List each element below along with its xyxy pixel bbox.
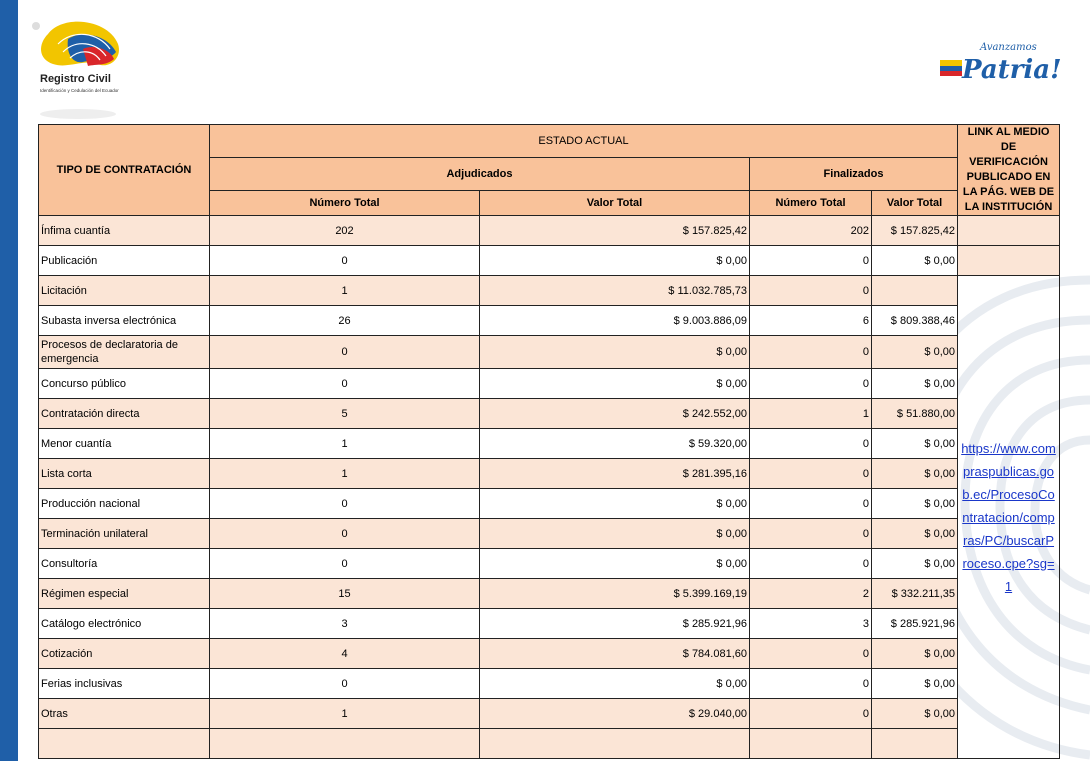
cell-fin-num: 0 [750,639,872,669]
patria-logo [938,36,1062,92]
link-cell [958,276,1060,759]
cell-adj-val: $ 242.552,00 [480,399,750,429]
cell-tipo: Régimen especial [39,579,210,609]
cell-adj-val: $ 285.921,96 [480,609,750,639]
logo-title: Registro Civil [40,73,111,85]
cell-tipo: Subasta inversa electrónica [39,306,210,336]
table-row [39,609,1060,639]
cell-adj-val: $ 0,00 [480,489,750,519]
cell-fin-val: $ 0,00 [872,369,958,399]
cell-adj-num: 4 [210,639,480,669]
header-adj-valor: Valor Total [480,190,750,215]
cell-adj-val: $ 0,00 [480,336,750,369]
cell-adj-val: $ 29.040,00 [480,699,750,729]
table-row [39,579,1060,609]
cell-fin-val: $ 332.211,35 [872,579,958,609]
table-row [39,306,1060,336]
registro-civil-logo [28,14,128,124]
cell-tipo: Otras [39,699,210,729]
header-finalizados: Finalizados [750,157,958,190]
logo-slogan: Avanzamos [980,42,1037,53]
table-row [39,276,1060,306]
cell-blank [750,729,872,759]
cell-adj-val: $ 784.081,60 [480,639,750,669]
cell-fin-num: 0 [750,429,872,459]
cell-tipo: Catálogo electrónico [39,609,210,639]
cell-tipo: Concurso público [39,369,210,399]
cell-adj-num: 1 [210,429,480,459]
cell-fin-num: 2 [750,579,872,609]
cell-tipo: Contratación directa [39,399,210,429]
cell-fin-val: $ 157.825,42 [872,216,958,246]
table-row-blank [39,729,1060,759]
table-row [39,549,1060,579]
cell-blank [480,729,750,759]
left-accent-bar [0,0,18,761]
cell-link-empty [958,216,1060,246]
cell-fin-num: 0 [750,276,872,306]
cell-adj-val: $ 0,00 [480,369,750,399]
cell-adj-num: 26 [210,306,480,336]
cell-fin-num: 0 [750,489,872,519]
cell-tipo: Consultoría [39,549,210,579]
cell-adj-val: $ 0,00 [480,669,750,699]
cell-fin-num: 3 [750,609,872,639]
cell-fin-val: $ 809.388,46 [872,306,958,336]
header-adj-numero: Número Total [210,190,480,215]
cell-adj-num: 1 [210,699,480,729]
table-row [39,246,1060,276]
cell-adj-num: 5 [210,399,480,429]
logo-subtitle: Identificación y Cedulación del Ecuador [40,88,119,93]
verification-link[interactable]: https://www.compraspublicas.gob.ec/ProcesoContratacion/compras/PC/buscarProceso.cpe?sg=1 [961,440,1056,594]
cell-tipo: Producción nacional [39,489,210,519]
cell-fin-val: $ 0,00 [872,429,958,459]
cell-blank [210,729,480,759]
cell-fin-val: $ 0,00 [872,459,958,489]
table-row [39,429,1060,459]
cell-adj-val: $ 9.003.886,09 [480,306,750,336]
cell-adj-num: 0 [210,489,480,519]
header-fin-numero: Número Total [750,190,872,215]
table-row [39,669,1060,699]
cell-fin-num: 0 [750,246,872,276]
table-row [39,519,1060,549]
cell-adj-val: $ 11.032.785,73 [480,276,750,306]
cell-fin-num: 1 [750,399,872,429]
contratacion-table [38,124,1060,759]
cell-tipo: Ferias inclusivas [39,669,210,699]
cell-fin-val: $ 0,00 [872,669,958,699]
cell-adj-num: 0 [210,549,480,579]
header-tipo: TIPO DE CONTRATACIÓN [39,125,210,216]
cell-fin-num: 0 [750,459,872,489]
table-row [39,639,1060,669]
table-row [39,399,1060,429]
cell-link-empty [958,246,1060,276]
cell-tipo: Ínfima cuantía [39,216,210,246]
cell-adj-val: $ 59.320,00 [480,429,750,459]
cell-adj-num: 0 [210,519,480,549]
cell-adj-num: 202 [210,216,480,246]
cell-adj-num: 0 [210,669,480,699]
cell-fin-val [872,276,958,306]
cell-fin-val: $ 0,00 [872,549,958,579]
cell-blank [872,729,958,759]
cell-fin-num: 0 [750,669,872,699]
logo-name: Patria! [962,55,1062,85]
cell-adj-val: $ 0,00 [480,246,750,276]
cell-adj-num: 15 [210,579,480,609]
cell-fin-val: $ 0,00 [872,519,958,549]
cell-fin-num: 0 [750,699,872,729]
cell-tipo: Lista corta [39,459,210,489]
cell-fin-num: 6 [750,306,872,336]
header-fin-valor: Valor Total [872,190,958,215]
cell-blank [39,729,210,759]
cell-fin-val: $ 0,00 [872,699,958,729]
cell-fin-num: 0 [750,336,872,369]
cell-adj-num: 1 [210,276,480,306]
cell-adj-val: $ 0,00 [480,549,750,579]
cell-tipo: Cotización [39,639,210,669]
table-row [39,489,1060,519]
cell-fin-val: $ 0,00 [872,639,958,669]
table-row [39,459,1060,489]
cell-adj-num: 0 [210,369,480,399]
cell-adj-val: $ 281.395,16 [480,459,750,489]
cell-fin-num: 0 [750,369,872,399]
table-row [39,336,1060,369]
cell-fin-val: $ 0,00 [872,246,958,276]
cell-adj-val: $ 157.825,42 [480,216,750,246]
cell-adj-val: $ 5.399.169,19 [480,579,750,609]
header-adjudicados: Adjudicados [210,157,750,190]
cell-fin-val: $ 0,00 [872,336,958,369]
cell-fin-num: 202 [750,216,872,246]
cell-fin-num: 0 [750,549,872,579]
cell-tipo: Terminación unilateral [39,519,210,549]
cell-tipo: Menor cuantía [39,429,210,459]
cell-adj-num: 1 [210,459,480,489]
cell-tipo: Licitación [39,276,210,306]
cell-adj-num: 0 [210,336,480,369]
cell-tipo: Publicación [39,246,210,276]
cell-adj-num: 0 [210,246,480,276]
cell-tipo: Procesos de declaratoria de emergencia [39,336,210,369]
cell-fin-val: $ 285.921,96 [872,609,958,639]
table-row [39,369,1060,399]
cell-adj-val: $ 0,00 [480,519,750,549]
header-estado: ESTADO ACTUAL [210,125,958,158]
cell-fin-val: $ 0,00 [872,489,958,519]
cell-fin-num: 0 [750,519,872,549]
table-row [39,216,1060,246]
table-row [39,699,1060,729]
header-link: LINK AL MEDIO DE VERIFICACIÓN PUBLICADO EN LA PÁG. WEB DE LA INSTITUCIÓN [958,125,1060,216]
cell-fin-val: $ 51.880,00 [872,399,958,429]
cell-adj-num: 3 [210,609,480,639]
